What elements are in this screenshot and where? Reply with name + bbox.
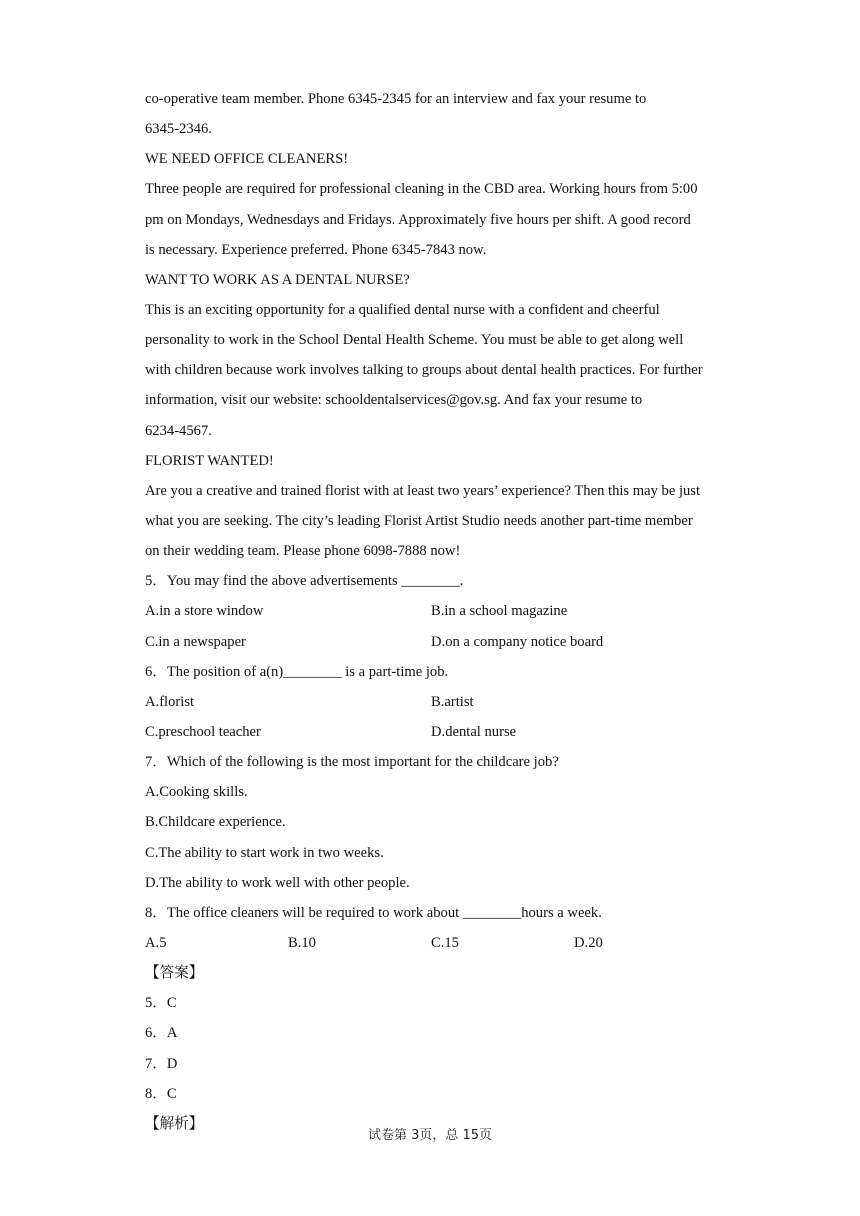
- option-a: A.Cooking skills.: [145, 784, 248, 801]
- passage-line: is necessary. Experience preferred. Phone 6345-7843 now.: [145, 241, 487, 258]
- passage-line: personality to work in the School Dental Health Scheme. You must be able to get along well: [145, 332, 684, 349]
- option-a: A.5: [145, 934, 167, 951]
- ad-heading-florist: FLORIST WANTED!: [145, 452, 274, 469]
- passage-line: what you are seeking. The city’s leading Florist Artist Studio needs another part-time member: [145, 512, 693, 529]
- option-c: C.15: [431, 934, 459, 951]
- answer-header: 【答案】: [145, 965, 204, 982]
- question-6-options: [145, 687, 725, 717]
- option-a: A.in a store window: [145, 603, 264, 620]
- passage-line: 6345-2346.: [145, 121, 212, 138]
- passage-line: information, visit our website: schooldentalservices@gov.sg. And fax your resume to: [145, 392, 643, 409]
- option-c: C.preschool teacher: [145, 723, 261, 740]
- option-c: C.The ability to start work in two weeks.: [145, 844, 384, 861]
- passage-line: on their wedding team. Please phone 6098-7888 now!: [145, 543, 461, 560]
- option-d: D.The ability to work well with other people.: [145, 874, 410, 891]
- option-b: B.artist: [431, 693, 474, 710]
- ad-heading-dental: WANT TO WORK AS A DENTAL NURSE?: [145, 271, 410, 288]
- option-d: D.20: [574, 934, 603, 951]
- analysis-header: 【解析】: [145, 1115, 204, 1132]
- answer-item: 8．C: [145, 1085, 177, 1102]
- option-b: B.in a school magazine: [431, 603, 568, 620]
- passage-line: 6234-4567.: [145, 422, 212, 439]
- option-d: D.on a company notice board: [431, 633, 604, 650]
- answer-item: 5．C: [145, 995, 177, 1012]
- question-5-options: [145, 596, 725, 626]
- question-8-options: [145, 928, 725, 958]
- option-d: D.dental nurse: [431, 723, 517, 740]
- passage-line: Three people are required for professional cleaning in the CBD area. Working hours from 5:00: [145, 181, 698, 198]
- passage-line: This is an exciting opportunity for a qualified dental nurse with a confident and cheerful: [145, 301, 660, 318]
- answer-item: 7．D: [145, 1055, 178, 1072]
- question-8-stem: 8．The office cleaners will be required to work about ________hours a week.: [145, 904, 602, 921]
- question-6-options: [145, 717, 725, 747]
- option-b: B.10: [288, 934, 316, 951]
- option-b: B.Childcare experience.: [145, 814, 286, 831]
- option-a: A.florist: [145, 693, 195, 710]
- option-c: C.in a newspaper: [145, 633, 246, 650]
- question-6-stem: 6．The position of a(n)________ is a part-time job.: [145, 663, 449, 680]
- page-footer: 试卷第 3页，总 15页: [367, 1128, 493, 1143]
- answer-item: 6．A: [145, 1025, 178, 1042]
- passage-line: co-operative team member. Phone 6345-2345 for an interview and fax your resume to: [145, 91, 647, 107]
- question-5-options: [145, 627, 725, 657]
- page-content: [145, 84, 725, 1139]
- passage-line: pm on Mondays, Wednesdays and Fridays. Approximately five hours per shift. A good record: [145, 211, 691, 228]
- question-5-stem: 5．You may find the above advertisements ________.: [145, 573, 464, 590]
- passage-line: with children because work involves talking to groups about dental health practices. For further: [145, 362, 703, 379]
- passage-line: Are you a creative and trained florist with at least two years’ experience? Then this may be just: [145, 482, 701, 499]
- question-7-stem: 7．Which of the following is the most important for the childcare job?: [145, 754, 559, 771]
- ad-heading-cleaners: WE NEED OFFICE CLEANERS!: [145, 151, 349, 168]
